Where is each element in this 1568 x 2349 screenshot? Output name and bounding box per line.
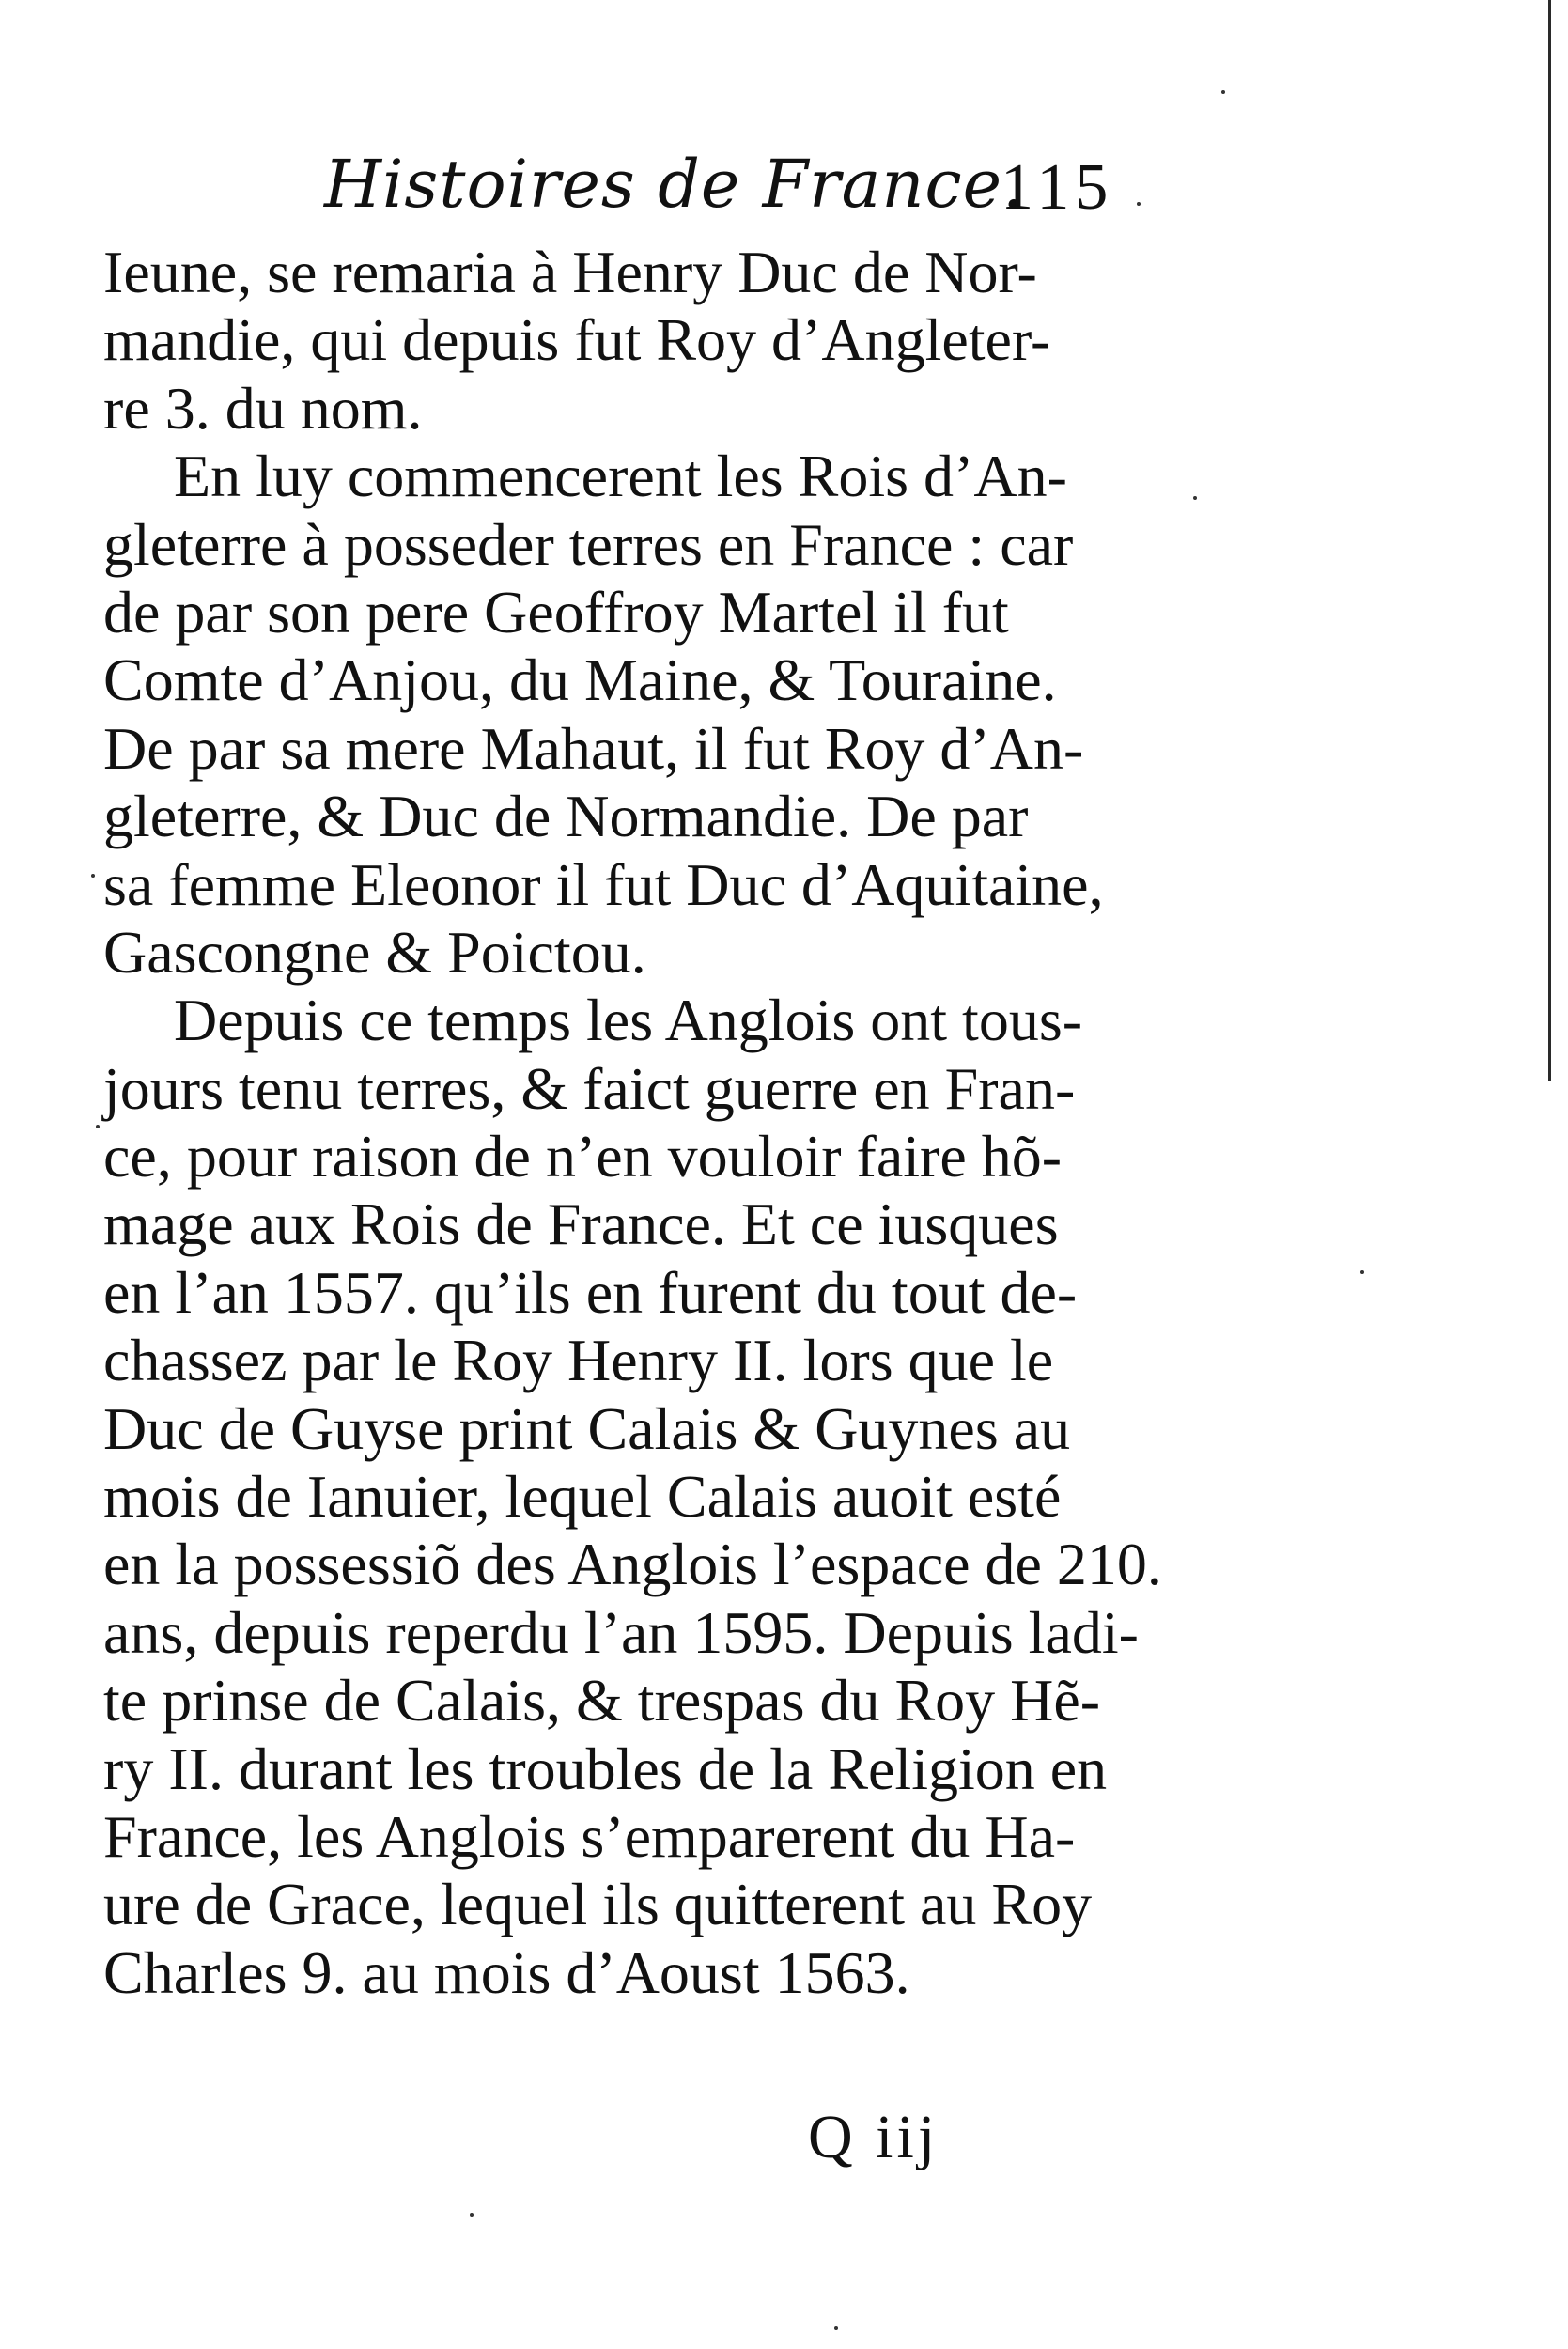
text-line: sa femme Eleonor il fut Duc d’Aquitaine,: [103, 850, 1104, 918]
text-line: Depuis ce temps les Anglois ont tous-: [174, 987, 1083, 1054]
text-line: en l’an 1557. qu’ils en furent du tout de-: [103, 1258, 1078, 1326]
text-line: ans, depuis reperdu l’an 1595. Depuis ladi-: [103, 1598, 1139, 1666]
signature-mark: Q iij: [808, 2103, 939, 2171]
paragraph-1: [103, 239, 1118, 443]
ink-speck: [834, 2326, 838, 2330]
ink-speck: [1221, 90, 1225, 94]
text-line: ure de Grace, lequel ils quitterent au Roy: [103, 1871, 1093, 1938]
text-line: Charles 9. au mois d’Aoust 1563.: [103, 1938, 910, 2006]
text-line: te prinse de Calais, & trespas du Roy Hẽ-: [103, 1667, 1101, 1735]
text-line: mois de Ianuier, lequel Calais auoit esté: [103, 1463, 1062, 1531]
text-line: de par son pere Geoffroy Martel il fut: [103, 578, 1009, 646]
text-line: re 3. du nom.: [103, 374, 423, 442]
text-line: Duc de Guyse print Calais & Guynes au: [103, 1394, 1071, 1462]
running-head-title: Histoires de France.: [324, 146, 1025, 223]
text-line: mage aux Rois de France. Et ce iusques: [103, 1190, 1059, 1258]
ink-speck: [1360, 1270, 1364, 1274]
text-line: gleterre, & Duc de Normandie. De par: [103, 783, 1029, 850]
running-head: [0, 141, 1568, 235]
text-line: Gascongne & Poictou.: [103, 918, 646, 986]
text-line: chassez par le Roy Henry II. lors que le: [103, 1327, 1054, 1394]
text-line: De par sa mere Mahaut, il fut Roy d’An-: [103, 714, 1084, 782]
text-line: mandie, qui depuis fut Roy d’Angleter-: [103, 306, 1051, 374]
page-number: 115: [1001, 151, 1114, 224]
text-line: gleterre à posseder terres en France : car: [103, 510, 1074, 578]
text-line: ry II. durant les troubles de la Religion en: [103, 1735, 1108, 1802]
text-line: En luy commencerent les Rois d’An-: [174, 443, 1067, 510]
text-line: Ieune, se remaria à Henry Duc de Nor-: [103, 239, 1037, 305]
text-line: Comte d’Anjou, du Maine, & Touraine.: [103, 646, 1057, 714]
body-text: [103, 239, 1162, 2007]
text-line: jours tenu terres, & faict guerre en Fran-: [103, 1054, 1076, 1122]
text-line: en la possessiõ des Anglois l’espace de 210.: [103, 1531, 1162, 1598]
ink-speck: [91, 874, 95, 878]
paragraph-2: [103, 443, 1118, 987]
ink-speck: [470, 2213, 474, 2217]
ink-speck: [1193, 496, 1197, 500]
text-line: France, les Anglois s’emparerent du Ha-: [103, 1802, 1076, 1870]
ink-speck: [96, 1125, 100, 1128]
paragraph-3: [103, 987, 1162, 2007]
text-line: ce, pour raison de n’en vouloir faire hõ-: [103, 1123, 1063, 1190]
